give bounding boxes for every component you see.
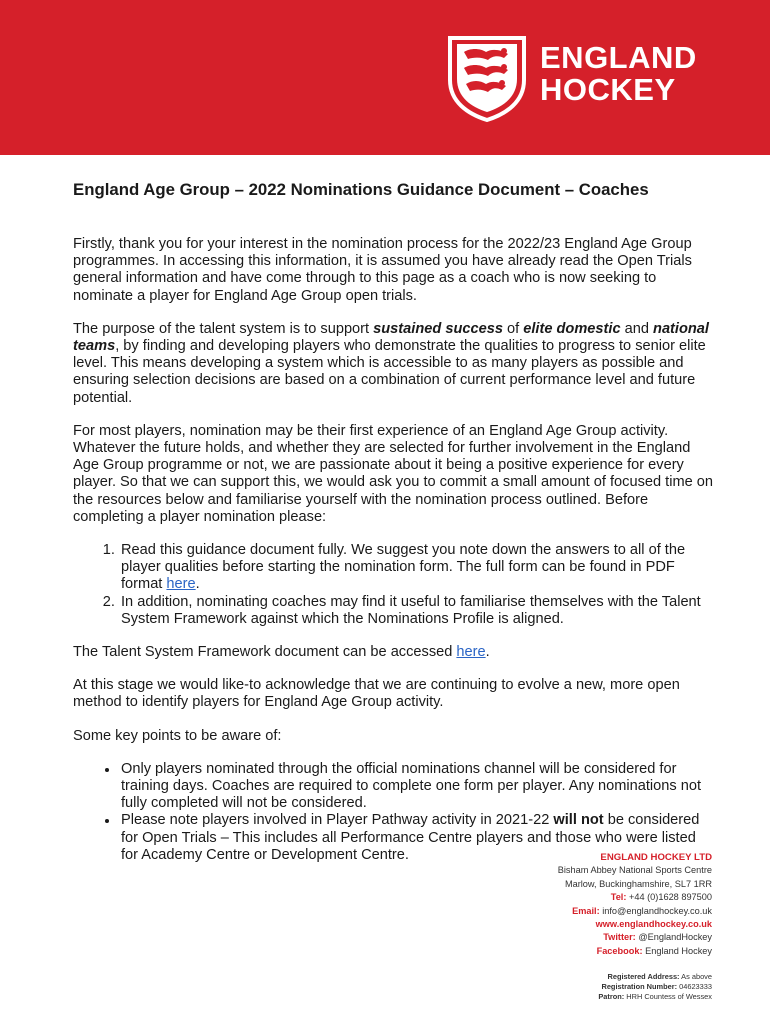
intro-paragraph: Firstly, thank you for your interest in the nomination process for the 2022/23 England Age Group programmes. In accessing this information, it is assumed you have already read the Open Trials general information and have come through to this page as a coach who is now seeking to nominate a player for England Age Group open trials. — [73, 236, 692, 304]
england-hockey-logo — [446, 34, 716, 122]
purpose-paragraph — [73, 321, 713, 407]
reg-number-label: Registration Number: — [601, 982, 678, 992]
three-lions-shield-icon — [446, 34, 528, 122]
emphasis-sustained-success: sustained success — [373, 320, 503, 337]
bullet-2-text-c: be considered for Open Trials – This includes all Performance Centre players and those who were listed for Academy Centre or Development Centre. — [121, 812, 700, 863]
tel-label: Tel: — [610, 892, 627, 903]
twitter — [546, 931, 712, 944]
reg-address-label: Registered Address: — [607, 972, 680, 982]
list-item — [119, 761, 713, 813]
bullet-2-text-a: Please note players involved in Player Pathway activity in 2021-22 — [121, 812, 554, 829]
framework-link[interactable]: here — [456, 644, 486, 661]
reg-number-value: 04623333 — [679, 982, 712, 992]
list-item — [119, 542, 713, 594]
twitter-label: Twitter: — [603, 932, 636, 943]
framework-paragraph — [73, 644, 713, 661]
brand-wordmark — [540, 42, 697, 106]
brand-line-1: ENGLAND — [540, 40, 697, 75]
company-name: ENGLAND HOCKEY LTD — [600, 852, 712, 863]
step-2-text: In addition, nominating coaches may find it useful to familiarise themselves with the Talent System Framework against which the Nominations Profile is aligned. — [121, 593, 701, 627]
patron-label: Patron: — [598, 992, 625, 1002]
purpose-text-g: , by finding and developing players who demonstrate the qualities to progress to senior elite level. This means developing a system which is accessible to as many players as possible and ensuring selection decisions are based on a combination of current performance level and future potential. — [73, 338, 706, 406]
email-value[interactable]: info@englandhockey.co.uk — [602, 905, 712, 916]
registered-address — [546, 972, 712, 982]
contact-footer — [546, 851, 712, 1002]
brand-line-2: HOCKEY — [540, 72, 676, 107]
framework-end: . — [485, 644, 490, 661]
document-body — [73, 180, 713, 880]
list-item — [119, 594, 713, 628]
reg-address-value: As above — [681, 972, 712, 982]
emphasis-elite-domestic: elite domestic — [523, 320, 621, 337]
purpose-text-c: of — [502, 320, 524, 337]
facebook-page[interactable]: England Hockey — [645, 945, 712, 956]
bullet-1-text: Only players nominated through the official nominations channel will be considered for training days. Coaches are required to complete one form per player. Any nominations not fully completed will not be considered. — [121, 760, 702, 812]
facebook-label: Facebook: — [596, 945, 643, 956]
address-line-1: Bisham Abbey National Sports Centre — [557, 865, 712, 876]
framework-text: The Talent System Framework document can be accessed — [73, 644, 457, 661]
steps-list — [73, 542, 713, 628]
purpose-text-e: and — [620, 320, 654, 337]
bullet-2-emphasis: will not — [553, 812, 604, 829]
key-points-heading: Some key points to be aware of: — [73, 727, 282, 744]
document-title: England Age Group – 2022 Nominations Guidance Document – Coaches — [73, 180, 649, 199]
experience-paragraph: For most players, nomination may be their first experience of an England Age Group activity. Whatever the future holds, and whether they are selected for further involvement in the England Age Group programme or not, we are passionate about it being a positive experience for every player. So that we can support this, we would ask you to commit a small amount of focused time on the resources below and familiarise yourself with the nomination process outlined. Before completing a player nomination please: — [73, 422, 714, 525]
pdf-form-link[interactable]: here — [166, 576, 196, 593]
telephone — [546, 891, 712, 904]
address-line-2: Marlow, Buckinghamshire, SL7 1RR — [564, 878, 712, 889]
acknowledge-paragraph: At this stage we would like-to acknowledge that we are continuing to evolve a new, more open method to identify players for England Age Group activity. — [73, 677, 680, 711]
emphasis-national-teams: national teams — [73, 320, 709, 355]
purpose-text-a: The purpose of the talent system is to support — [73, 320, 374, 337]
registration-number — [546, 982, 712, 992]
twitter-handle[interactable]: @EnglandHockey — [638, 932, 712, 943]
patron — [546, 992, 712, 1002]
header-banner — [0, 0, 770, 155]
website-link[interactable]: www.englandhockey.co.uk — [595, 919, 712, 930]
step-1-end: . — [195, 576, 200, 593]
key-points-list — [73, 761, 713, 864]
step-1-text: Read this guidance document fully. We suggest you note down the answers to all of the player qualities before starting the nomination form. The full form can be found in PDF format — [121, 542, 686, 593]
tel-value: +44 (0)1628 897500 — [628, 892, 712, 903]
email-label: Email: — [572, 905, 600, 916]
email — [546, 905, 712, 918]
patron-value: HRH Countess of Wessex — [626, 992, 712, 1002]
facebook — [546, 945, 712, 958]
registration-info — [546, 972, 712, 1002]
